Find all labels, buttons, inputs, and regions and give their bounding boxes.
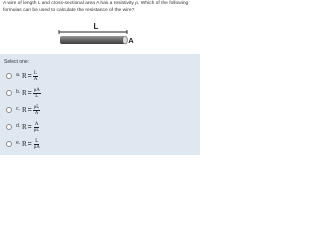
area-label: A (128, 36, 134, 45)
denominator: ρA (33, 144, 40, 150)
radio-button[interactable] (6, 90, 12, 96)
formula-variable: R (22, 140, 27, 148)
fraction (33, 139, 41, 150)
formula-equals: = (27, 89, 32, 97)
formula (22, 85, 41, 101)
formula (22, 68, 38, 84)
fraction (33, 122, 41, 133)
fraction (33, 71, 39, 82)
radio-button[interactable] (6, 73, 12, 79)
quiz-page (0, 0, 200, 155)
numerator: L (35, 138, 39, 144)
formula-equals: = (27, 140, 32, 148)
wire-body (60, 36, 125, 44)
formula (22, 119, 40, 135)
option-d[interactable] (0, 119, 200, 135)
option-a[interactable] (0, 68, 200, 84)
denominator: ρL (33, 127, 40, 133)
wire-cross-section (123, 36, 128, 44)
formula-equals: = (27, 106, 32, 114)
denominator: A (34, 110, 39, 116)
radio-button[interactable] (6, 124, 12, 130)
option-letter: a. (16, 72, 21, 78)
option-letter: e. (16, 140, 21, 146)
option-b[interactable] (0, 85, 200, 101)
option-letter: d. (16, 123, 21, 129)
numerator: L (34, 70, 38, 76)
formula-variable: R (22, 123, 27, 131)
formula-variable: R (22, 72, 27, 80)
option-e[interactable] (0, 136, 200, 152)
formula-equals: = (27, 123, 32, 131)
formula-variable: R (22, 106, 27, 114)
numerator: A (34, 121, 39, 127)
denominator: L (35, 93, 39, 99)
formula (22, 102, 40, 118)
formula-variable: R (22, 89, 27, 97)
option-letter: c. (16, 106, 21, 112)
fraction (33, 105, 41, 116)
select-one-label: Select one: (4, 59, 30, 65)
numerator: ρA (33, 87, 40, 93)
length-label: L (93, 22, 99, 31)
question-text: A wire of length L and cross-sectional area A has a resistivity ρ. Which of the following formulas can be used to calculate the resistance of the wire? (3, 1, 189, 13)
fraction (33, 88, 41, 99)
wire-diagram (56, 22, 136, 49)
formula-equals: = (27, 72, 32, 80)
numerator: ρL (33, 104, 40, 110)
option-c[interactable] (0, 102, 200, 118)
formula (22, 136, 41, 152)
option-letter: b. (16, 89, 21, 95)
denominator: A (33, 76, 38, 82)
radio-button[interactable] (6, 141, 12, 147)
radio-button[interactable] (6, 107, 12, 113)
